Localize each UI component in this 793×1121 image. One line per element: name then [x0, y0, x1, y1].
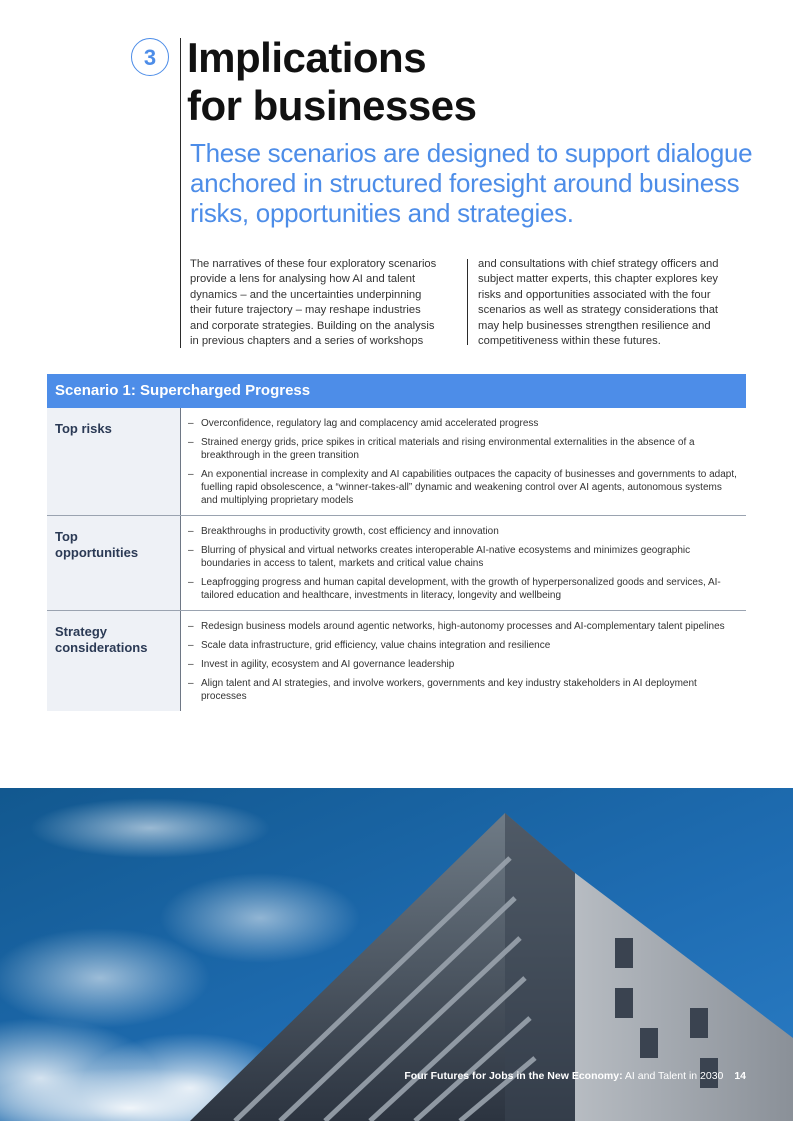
chapter-vertical-rule	[180, 38, 181, 348]
list-item: – Strained energy grids, price spikes in critical materials and rising environmental externalities in the absence of a breakthrough in the green transition	[188, 436, 740, 462]
row-top-risks	[47, 408, 746, 516]
row-strategy-considerations	[47, 611, 746, 711]
column-divider	[467, 259, 468, 345]
risk-list	[181, 408, 746, 515]
list-item: – Invest in agility, ecosystem and AI governance leadership	[188, 658, 740, 671]
list-item: – Breakthroughs in productivity growth, cost efficiency and innovation	[188, 525, 740, 538]
footer-report-title: Four Futures for Jobs in the New Economy:	[404, 1070, 623, 1082]
chapter-number-badge: 3	[131, 38, 169, 76]
list-item: – Leapfrogging progress and human capital development, with the growth of hyperpersonalized goods and services, AI-tailored education and healthcare, investments in literacy, longevity and wellbeing	[188, 576, 740, 602]
list-item: – An exponential increase in complexity and AI capabilities outpaces the capacity of businesses and governments to adapt, fuelling rapid obsolescence, a “winner-takes-all” dynamic and weakening control over AI agents, autonomous systems and multiplying proprietary models	[188, 468, 740, 507]
row-top-opportunities	[47, 516, 746, 611]
title-line-1: Implications	[187, 34, 427, 81]
title-line-2: for businesses	[187, 82, 477, 129]
body-column-1: The narratives of these four exploratory scenarios provide a lens for analysing how AI and talent dynamics – and the uncertainties underpinning their future trajectory – may reshape industries and corporate strategies. Building on the analysis in previous chapters and a series of workshops	[190, 258, 437, 348]
building-photo	[0, 788, 793, 1121]
row-label-top-risks: Top risks	[47, 408, 181, 515]
row-label-strategy-considerations	[47, 611, 181, 711]
page-number: 14	[734, 1070, 746, 1082]
label-line-2: considerations	[55, 640, 148, 655]
opportunity-list	[181, 516, 746, 610]
page-footer	[404, 1070, 746, 1082]
list-item: – Overconfidence, regulatory lag and complacency amid accelerated progress	[188, 417, 740, 430]
scenario-header: Scenario 1: Supercharged Progress	[47, 374, 746, 408]
footer-subtitle: AI and Talent in 2030	[624, 1070, 724, 1082]
row-label-top-opportunities	[47, 516, 181, 610]
label-line-2: opportunities	[55, 545, 139, 560]
body-column-2: and consultations with chief strategy officers and subject matter experts, this chapter explores key risks and opportunities associated with the four scenarios as well as strategy considerations that may help businesses strengthen resilience and competitiveness within these futures.	[478, 258, 719, 348]
list-item: – Align talent and AI strategies, and involve workers, governments and key industry stakeholders in AI deployment processes	[188, 677, 740, 703]
label-line-1: Top	[55, 529, 78, 544]
list-item: – Redesign business models around agentic networks, high-autonomy processes and AI-complementary talent pipelines	[188, 620, 740, 633]
label-line-1: Strategy	[55, 624, 108, 639]
scenario-table	[47, 374, 746, 711]
list-item: – Blurring of physical and virtual networks creates interoperable AI-native ecosystems and minimizes geographic boundaries in access to talent, markets and critical value chains	[188, 544, 740, 570]
strategy-list	[181, 611, 746, 711]
list-item: – Scale data infrastructure, grid efficiency, value chains integration and resilience	[188, 639, 740, 652]
lead-paragraph: These scenarios are designed to support dialogue anchored in structured foresight around business risks, opportunities and strategies.	[190, 138, 753, 228]
page-title	[187, 34, 476, 130]
